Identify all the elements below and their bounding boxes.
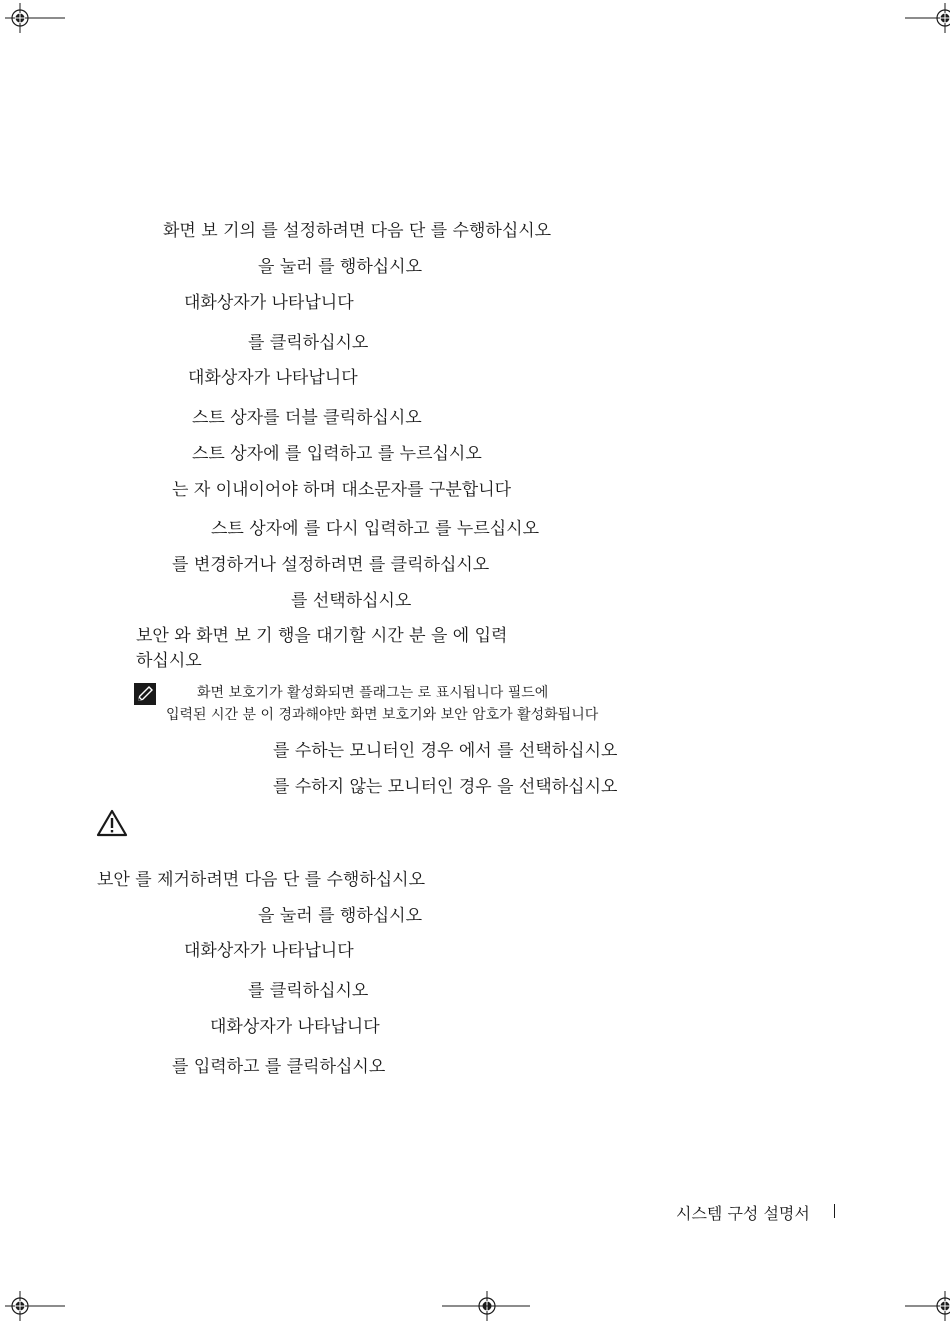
remove-step-line: 를 클릭하십시오 [248, 981, 369, 1001]
footer-divider [834, 1204, 835, 1218]
crop-line-bottom-left [35, 1305, 65, 1307]
registration-mark-top-left [5, 3, 35, 33]
note-line-2: 입력된 시간 분 이 경과해야만 화면 보호기와 보안 암호가 활성화됩니다 [166, 707, 599, 723]
step-line: 를 선택하십시오 [291, 591, 412, 611]
remove-step-line: 대화상자가 나타납니다 [184, 941, 354, 961]
remove-step-line: 대화상자가 나타납니다 [210, 1017, 380, 1037]
registration-mark-bottom-left [5, 1291, 35, 1321]
step-line: 는 자 이내이어야 하며 대소문자를 구분합니다 [172, 480, 512, 500]
step-line: 대화상자가 나타납니다 [184, 293, 354, 313]
step-line: 스트 상자를 더블 클릭하십시오 [192, 408, 422, 428]
step-line: 보안 와 화면 보 기 행을 대기할 시간 분 을 에 입력 [136, 626, 508, 646]
step-line: 을 눌러 를 행하십시오 [258, 257, 423, 277]
note-line-1: 화면 보호기가 활성화되면 플래그는 로 표시됩니다 필드에 [197, 685, 549, 701]
remove-step-line: 를 입력하고 를 클릭하십시오 [172, 1057, 386, 1077]
caution-icon [96, 809, 128, 837]
step-line: 스트 상자에 를 입력하고 를 누르십시오 [192, 444, 482, 464]
step-line: 하십시오 [136, 651, 202, 671]
note-pencil-icon [134, 683, 156, 705]
step-line: 를 클릭하십시오 [248, 333, 369, 353]
crop-line-bottom-right [905, 1305, 935, 1307]
remove-step-line: 을 눌러 를 행하십시오 [258, 906, 423, 926]
step-line: 를 변경하거나 설정하려면 를 클릭하십시오 [172, 555, 490, 575]
step-intro: 화면 보 기의 를 설정하려면 다음 단 를 수행하십시오 [163, 221, 552, 241]
crop-line-top-left [35, 17, 65, 19]
step-line: 스트 상자에 를 다시 입력하고 를 누르십시오 [211, 519, 540, 539]
footer-title: 시스템 구성 설명서 [676, 1204, 810, 1223]
crop-line-top-right [905, 17, 935, 19]
step-line: 대화상자가 나타납니다 [188, 368, 358, 388]
crop-line-bottom-center [442, 1305, 530, 1307]
monitor-line: 를 수하지 않는 모니터인 경우 을 선택하십시오 [273, 777, 618, 797]
remove-intro: 보안 를 제거하려면 다음 단 를 수행하십시오 [97, 870, 426, 890]
monitor-line: 를 수하는 모니터인 경우 에서 를 선택하십시오 [273, 741, 618, 761]
